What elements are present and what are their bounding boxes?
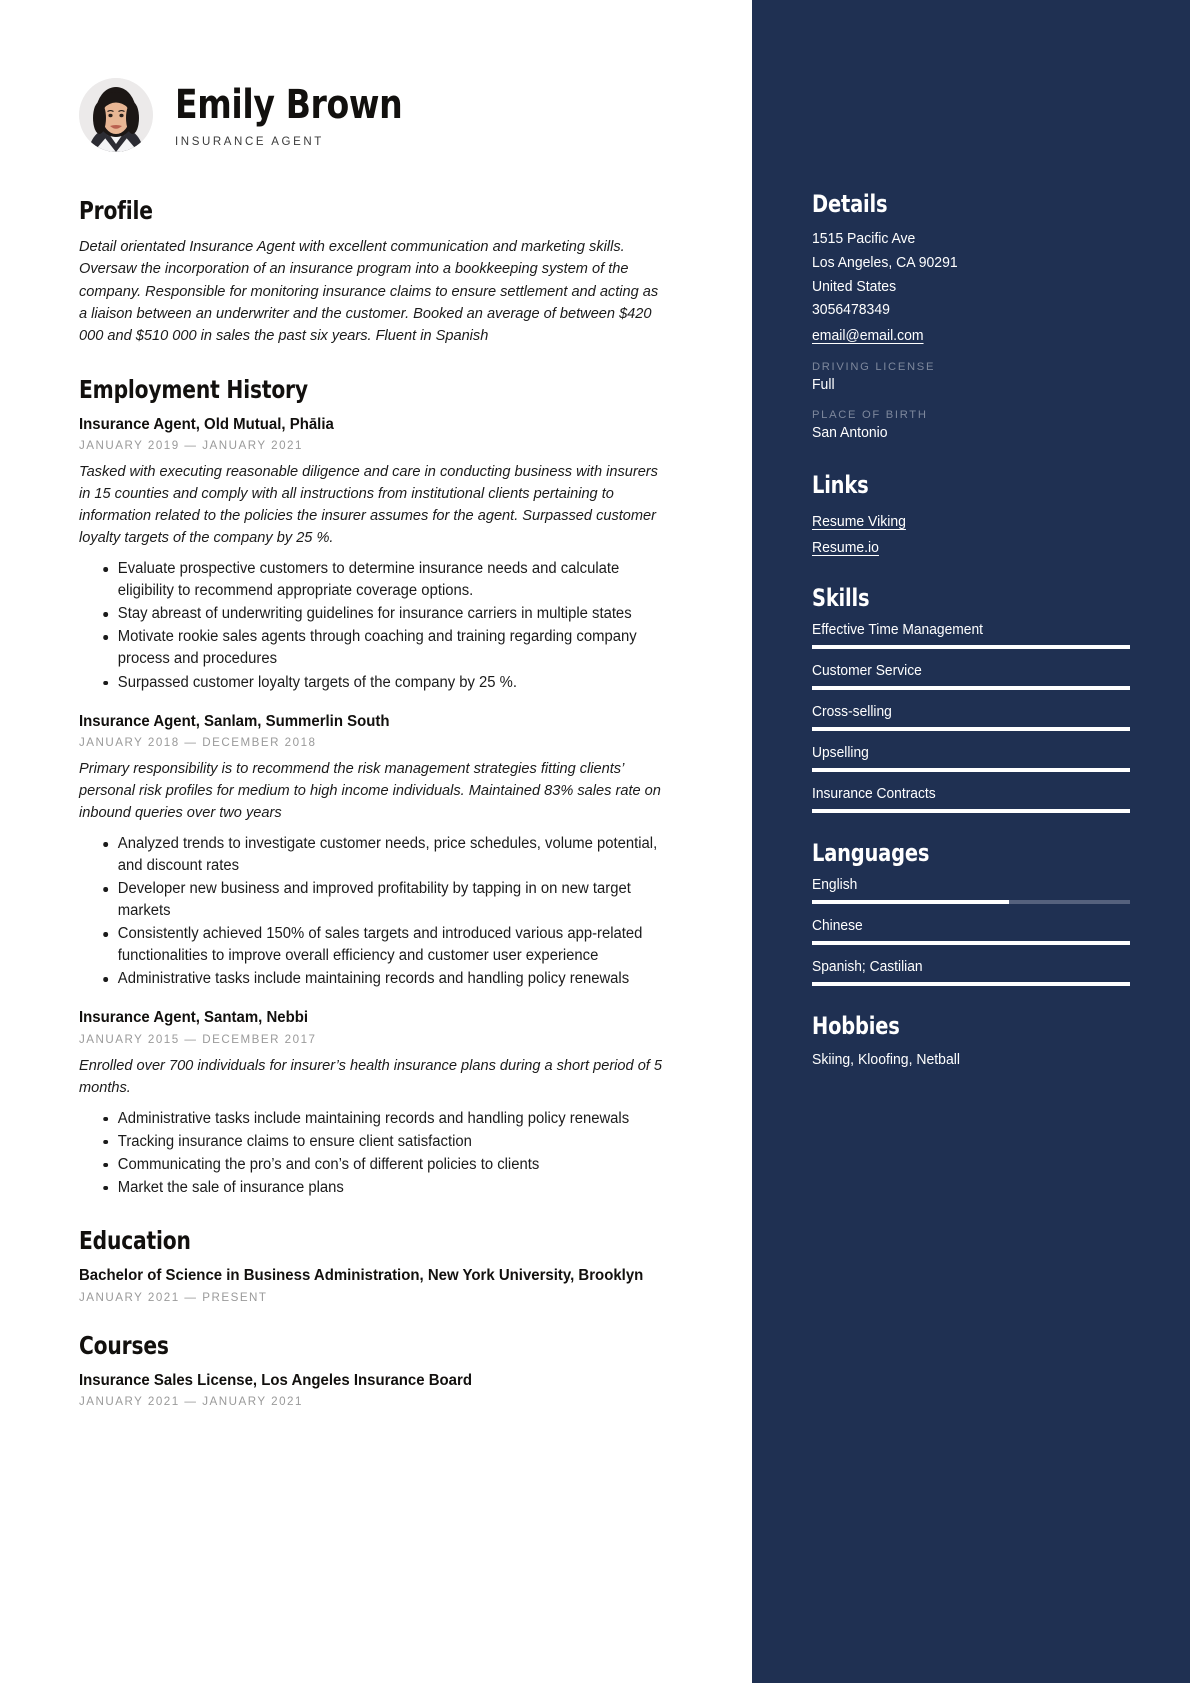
place-of-birth-value: San Antonio (812, 425, 888, 442)
list-item: Stay abreast of underwriting guidelines for insurance carriers in multiple states (79, 603, 674, 625)
skill-bar-fill (812, 809, 1130, 813)
education-heading: Education (79, 1226, 191, 1255)
skill-bar-track (812, 645, 1130, 649)
links-heading: Links (812, 471, 869, 500)
entry-description: Primary responsibility is to recommend the risk management strategies fitting clients’ personal risk profiles for medium to high income individuals. Maintained 83% sales rate on inbound queries over two years (79, 760, 661, 822)
language-bar-track (812, 982, 1130, 986)
skill-item (812, 745, 1130, 772)
country: United States (812, 278, 897, 295)
skills-heading: Skills (812, 583, 870, 612)
employment-section (79, 375, 692, 1199)
address-line-2: Los Angeles, CA 90291 (812, 254, 958, 271)
skill-bar-fill (812, 686, 1130, 690)
skill-label: Upselling (812, 744, 869, 761)
entry-title: Insurance Agent, Santam, Nebbi (79, 1009, 309, 1027)
list-item: Developer new business and improved profitability by tapping in on new target markets (79, 878, 674, 922)
list-item: Market the sale of insurance plans (79, 1177, 674, 1199)
entry-description: Tasked with executing reasonable diligence and care in conducting business with insurers in 15 counties and comply with all instructions from institutional clients pertaining to information related to the policies the insurer assumes for the agent. Surpassed customer loyalty targets of the company by 25 %. (79, 463, 658, 547)
language-bar-fill (812, 982, 1130, 986)
languages-section (812, 839, 1130, 986)
address-line-1: 1515 Pacific Ave (812, 231, 916, 247)
skill-item (812, 704, 1130, 731)
entry-date: JANUARY 2021 — PRESENT (79, 1290, 268, 1304)
entry-bullets (79, 833, 692, 990)
links-section (812, 471, 1130, 562)
skill-item (812, 786, 1130, 813)
link-resume-viking[interactable]: Resume Viking (812, 514, 906, 531)
place-of-birth-label: PLACE OF BIRTH (812, 409, 928, 422)
skill-bar-track (812, 809, 1130, 813)
language-label: English (812, 876, 858, 893)
list-item: Analyzed trends to investigate customer needs, price schedules, volume potential, and discount rates (79, 833, 674, 877)
entry-bullets (79, 1108, 692, 1199)
language-bar-fill (812, 941, 1130, 945)
courses-heading: Courses (79, 1330, 169, 1360)
language-bar-track (812, 900, 1130, 904)
entry-date: JANUARY 2019 — JANUARY 2021 (79, 439, 303, 453)
entry-bullets (79, 558, 692, 693)
list-item: Communicating the pro’s and con’s of different policies to clients (79, 1154, 674, 1176)
profile-text: Detail orientated Insurance Agent with excellent communication and marketing skills. Oversaw the incorporation of an insurance program into a bookkeeping system of the company. Responsible for monitoring insurance claims to ensure settlement and acting as a liaison between an underwriter and the customer. Booked an average of between $420 000 and $510 000 in sales the past six years. Fluent in Spanish (79, 238, 659, 345)
email-link[interactable]: email@email.com (812, 328, 924, 345)
link-resume-io[interactable]: Resume.io (812, 540, 879, 557)
language-label: Spanish; Castilian (812, 958, 923, 975)
driving-license-value: Full (812, 377, 835, 394)
courses-section (79, 1331, 692, 1409)
page-title: Emily Brown (175, 81, 403, 128)
profile-section (79, 196, 692, 348)
skill-label: Cross-selling (812, 703, 892, 720)
list-item: Administrative tasks include maintaining records and handling policy renewals (79, 968, 674, 990)
resume-header (79, 78, 692, 152)
list-item: Surpassed customer loyalty targets of the company by 25 %. (79, 672, 674, 694)
entry-date: JANUARY 2018 — DECEMBER 2018 (79, 736, 317, 750)
hobbies-section (812, 1012, 1130, 1072)
skill-bar-fill (812, 768, 1130, 772)
language-bar-fill (812, 900, 1009, 904)
list-item: Motivate rookie sales agents through coaching and training regarding company process and procedures (79, 626, 674, 670)
skill-item (812, 622, 1130, 649)
skill-bar-track (812, 727, 1130, 731)
entry-title: Insurance Agent, Sanlam, Summerlin South (79, 712, 390, 730)
list-item: Tracking insurance claims to ensure client satisfaction (79, 1131, 674, 1153)
language-item (812, 877, 1130, 904)
skill-label: Effective Time Management (812, 621, 983, 638)
language-bar-track (812, 941, 1130, 945)
skill-item (812, 663, 1130, 690)
languages-heading: Languages (812, 838, 930, 867)
skill-label: Insurance Contracts (812, 785, 936, 802)
language-label: Chinese (812, 917, 863, 934)
job-title: INSURANCE AGENT (175, 136, 324, 149)
employment-entry (79, 415, 692, 694)
name-block (175, 82, 422, 148)
hobbies-text: Skiing, Kloofing, Netball (812, 1051, 960, 1068)
skill-bar-fill (812, 645, 1130, 649)
phone-number: 3056478349 (812, 302, 890, 319)
list-item: Administrative tasks include maintaining records and handling policy renewals (79, 1108, 674, 1130)
skill-bar-track (812, 686, 1130, 690)
employment-entry (79, 1008, 692, 1199)
employment-entry (79, 712, 692, 991)
avatar (79, 78, 153, 152)
hobbies-heading: Hobbies (812, 1011, 900, 1040)
language-item (812, 918, 1130, 945)
entry-date: JANUARY 2015 — DECEMBER 2017 (79, 1032, 317, 1046)
employment-heading: Employment History (79, 374, 308, 404)
skill-label: Customer Service (812, 662, 922, 679)
education-section (79, 1226, 692, 1304)
skill-bar-fill (812, 727, 1130, 731)
details-section (812, 190, 1130, 445)
profile-heading: Profile (79, 196, 153, 225)
driving-license-label: DRIVING LICENSE (812, 361, 936, 374)
skill-bar-track (812, 768, 1130, 772)
list-item: Evaluate prospective customers to determine insurance needs and calculate eligibility to recommend appropriate coverage options. (79, 558, 674, 602)
language-item (812, 959, 1130, 986)
skills-section (812, 584, 1130, 813)
entry-title: Bachelor of Science in Business Administration, New York University, Brooklyn (79, 1267, 644, 1284)
entry-date: JANUARY 2021 — JANUARY 2021 (79, 1395, 303, 1409)
education-entry (79, 1266, 692, 1304)
sidebar (752, 0, 1190, 1683)
course-entry (79, 1371, 692, 1409)
details-heading: Details (812, 190, 888, 218)
entry-title: Insurance Agent, Old Mutual, Phālia (79, 415, 334, 433)
entry-title: Insurance Sales License, Los Angeles Insurance Board (79, 1371, 472, 1389)
list-item: Consistently achieved 150% of sales targets and introduced various app-related functionalities to improve overall efficiency and customer user experience (79, 923, 674, 967)
entry-description: Enrolled over 700 individuals for insurer’s health insurance plans during a short period of 5 months. (79, 1056, 663, 1096)
